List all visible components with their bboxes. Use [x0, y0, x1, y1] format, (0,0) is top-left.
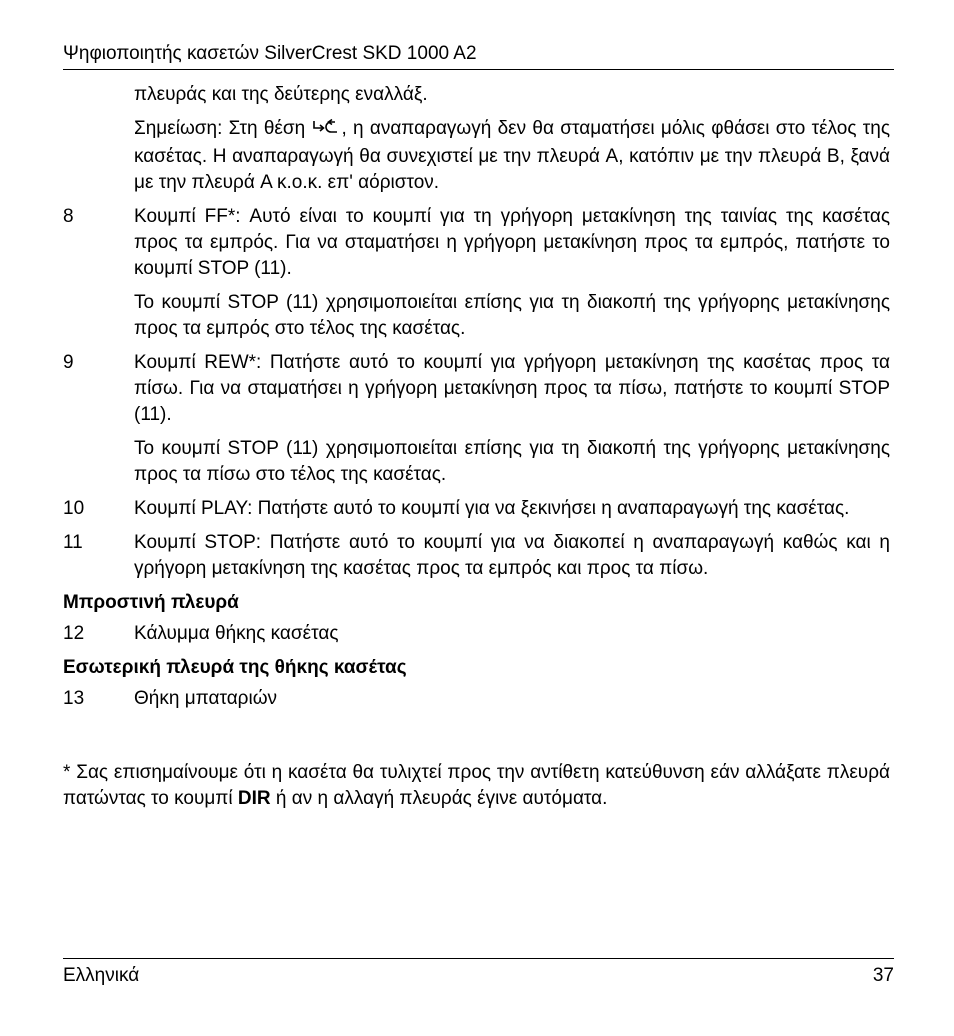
list-item-10 [63, 496, 890, 522]
item-text: Κάλυμμα θήκης κασέτας [134, 623, 339, 644]
page-content [63, 82, 890, 812]
item-8-extra: Το κουμπί STOP (11) χρησιμοποιείται επίσης για τη διακοπή της γρήγορης μετακίνησης προς τα εμπρός στο τέλος της κασέτας. [134, 292, 890, 339]
list-item-9 [63, 350, 890, 428]
page-footer [63, 958, 894, 989]
item-text: Κουμπί REW*: Πατήστε αυτό το κουμπί για γρήγορη μετακίνηση της κασέτας προς τα πίσω. Για να σταματήσει η γρήγορη μετακίνηση προς τα πίσω, πατήστε το κουμπί STOP (11). [134, 352, 890, 425]
footnote-before: * Σας επισημαίνουμε ότι η κασέτα θα τυλιχτεί προς την αντίθετη κατεύθυνση εάν αλλάξατε πλευρά πατώντας το κουμπί [63, 762, 890, 809]
section-heading-front: Μπροστινή πλευρά [63, 592, 239, 613]
section-heading-inner: Εσωτερική πλευρά της θήκης κασέτας [63, 657, 407, 678]
list-item-12 [63, 621, 890, 647]
list-item-8 [63, 204, 890, 282]
item-9-extra: Το κουμπί STOP (11) χρησιμοποιείται επίσης για τη διακοπή της γρήγορης μετακίνησης προς τα πίσω στο τέλος της κασέτας. [134, 438, 890, 485]
item-number: 12 [63, 623, 85, 644]
dir-button-label: DIR [237, 788, 271, 809]
item-text: Κουμπί PLAY: Πατήστε αυτό το κουμπί για να ξεκινήσει η αναπαραγωγή της κασέτας. [134, 498, 850, 519]
note-rest: , η αναπαραγωγή δεν θα σταματήσει μόλις φθάσει στο τέλος της κασέτας. Η αναπαραγωγή θα συνεχιστεί με την πλευρά A, κατόπιν με την πλευρά B, ξανά με την πλευρά A κ.ο.κ. επ' αόριστον. [134, 118, 891, 193]
list-item-13 [63, 686, 890, 712]
note-prefix: Σημείωση: Στη θέση [134, 118, 312, 139]
item-text: Κουμπί FF*: Αυτό είναι το κουμπί για τη γρήγορη μετακίνηση της ταινίας της κασέτας προς τα εμπρός. Για να σταματήσει η γρήγορη μετακίνηση προς τα εμπρός, πατήστε το κουμπί STOP (11). [134, 206, 890, 279]
item-text: Κουμπί STOP: Πατήστε αυτό το κουμπί για να διακοπεί η αναπαραγωγή καθώς και η γρήγορη μετακίνηση της κασέτας προς τα εμπρός και προς τα πίσω. [134, 532, 890, 579]
item-number: 11 [63, 532, 83, 553]
list-item-11 [63, 530, 890, 582]
loop-repeat-icon [311, 118, 341, 144]
item-number: 8 [63, 206, 74, 227]
item-text: Θήκη μπαταριών [134, 688, 278, 709]
header-title: Ψηφιοποιητής κασετών SilverCrest SKD 1000 A2 [63, 43, 477, 64]
item-number: 10 [63, 498, 85, 519]
note-paragraph [63, 116, 890, 196]
footer-language: Ελληνικά [63, 965, 140, 986]
page-header [63, 42, 894, 70]
footnote-after: ή αν η αλλαγή πλευράς έγινε αυτόματα. [270, 788, 608, 809]
item-number: 9 [63, 352, 74, 373]
footnote [63, 760, 890, 812]
page-number: 37 [872, 965, 894, 986]
item-number: 13 [63, 688, 85, 709]
intro-line: πλευράς και της δεύτερης εναλλάξ. [134, 84, 428, 105]
